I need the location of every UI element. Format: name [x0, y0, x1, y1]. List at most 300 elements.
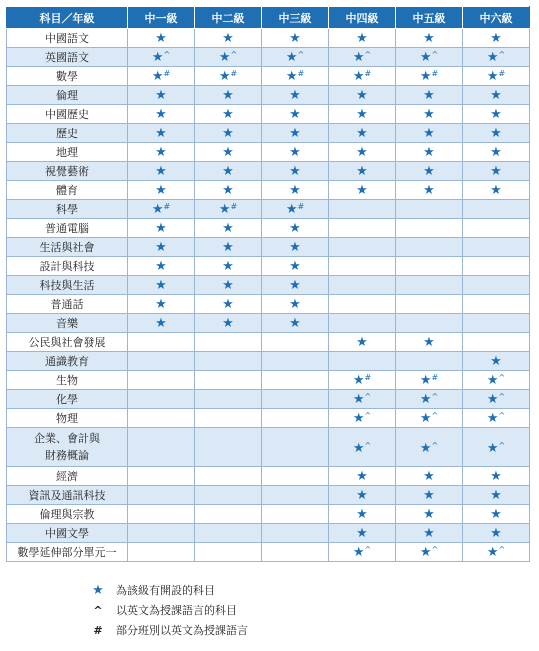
- subject-name-cell: 生活與社會: [7, 238, 128, 257]
- table-row: [7, 352, 530, 371]
- table-row: [7, 505, 530, 524]
- hash-symbol: #: [230, 201, 238, 211]
- grade-mark-cell: [463, 67, 530, 86]
- star-icon: ★#: [151, 68, 171, 84]
- star-icon: ★: [155, 30, 167, 46]
- grade-mark-cell: [128, 486, 195, 505]
- grade-mark-cell: [463, 143, 530, 162]
- caret-symbol: ^: [431, 441, 439, 450]
- grade-mark-cell: [262, 48, 329, 67]
- star-icon: ★: [423, 334, 435, 350]
- subject-name-cell: 科技與生活: [7, 276, 128, 295]
- star-icon: ★: [289, 87, 301, 103]
- grade-mark-cell: [262, 238, 329, 257]
- table-row: [7, 219, 530, 238]
- star-icon: ★: [356, 163, 368, 179]
- caret-symbol: ^: [431, 49, 439, 59]
- legend-text: 為該級有開設的科目: [116, 584, 215, 597]
- grade-mark-cell: [128, 390, 195, 409]
- grade-mark-cell: [128, 333, 195, 352]
- star-icon: ★: [423, 525, 435, 541]
- grade-mark-cell: [195, 467, 262, 486]
- table-row: [7, 333, 530, 352]
- grade-mark-cell: [262, 67, 329, 86]
- grade-mark-cell: [262, 505, 329, 524]
- grade-mark-cell: [396, 29, 463, 48]
- star-icon: ★^: [419, 49, 439, 65]
- star-icon: ★: [222, 87, 234, 103]
- star-icon: ★^: [352, 441, 372, 456]
- star-icon: ★#: [352, 372, 372, 388]
- table-row: [7, 543, 530, 562]
- grade-mark-cell: [128, 105, 195, 124]
- grade-mark-cell: [396, 86, 463, 105]
- caret-symbol: ^: [498, 49, 506, 59]
- grade-mark-cell: [195, 181, 262, 200]
- table-row: [7, 48, 530, 67]
- grade-mark-cell: [463, 352, 530, 371]
- grade-mark-cell: [195, 238, 262, 257]
- grade-mark-cell: [463, 29, 530, 48]
- grade-mark-cell: [396, 428, 463, 467]
- star-icon: ★: [222, 239, 234, 255]
- star-icon: ★: [423, 468, 435, 484]
- star-icon: ★: [490, 525, 502, 541]
- grade-mark-cell: [329, 314, 396, 333]
- grade-mark-cell: [195, 200, 262, 219]
- header-cell: 中三級: [262, 7, 329, 29]
- grade-mark-cell: [329, 524, 396, 543]
- grade-mark-cell: [128, 314, 195, 333]
- subject-name-cell: 設計與科技: [7, 257, 128, 276]
- table-row: [7, 314, 530, 333]
- grade-mark-cell: [329, 181, 396, 200]
- subject-name-cell: 英國語文: [7, 48, 128, 67]
- star-icon: ★: [356, 334, 368, 350]
- grade-mark-cell: [262, 105, 329, 124]
- star-icon: ★^: [419, 441, 439, 456]
- subject-name-cell: 體育: [7, 181, 128, 200]
- grade-mark-cell: [195, 371, 262, 390]
- grade-mark-cell: [195, 124, 262, 143]
- hash-symbol: #: [431, 68, 439, 78]
- grade-mark-cell: [329, 29, 396, 48]
- star-icon: ★^: [486, 372, 506, 388]
- table-row: [7, 124, 530, 143]
- table-row: [7, 67, 530, 86]
- star-icon: ★#: [285, 68, 305, 84]
- grade-mark-cell: [262, 543, 329, 562]
- star-icon: ★: [222, 315, 234, 331]
- grade-mark-cell: [463, 48, 530, 67]
- grade-mark-cell: [262, 409, 329, 428]
- grade-mark-cell: [262, 257, 329, 276]
- table-row: [7, 486, 530, 505]
- star-icon: ★: [289, 144, 301, 160]
- star-icon: ★: [490, 468, 502, 484]
- caret-symbol: ^: [498, 544, 506, 554]
- star-icon: ★: [289, 315, 301, 331]
- caret-symbol: ^: [498, 441, 506, 450]
- star-icon: ★: [92, 582, 104, 598]
- grade-mark-cell: [463, 371, 530, 390]
- table-row: [7, 276, 530, 295]
- star-icon: ★: [155, 315, 167, 331]
- caret-symbol: ^: [431, 544, 439, 554]
- hash-symbol: #: [163, 201, 171, 211]
- grade-mark-cell: [329, 505, 396, 524]
- subject-name-cell: 視覺藝術: [7, 162, 128, 181]
- star-icon: ★: [423, 163, 435, 179]
- header-cell: 中四級: [329, 7, 396, 29]
- star-icon: ★^: [419, 391, 439, 407]
- star-icon: ★: [155, 182, 167, 198]
- grade-mark-cell: [262, 524, 329, 543]
- star-icon: ★: [289, 182, 301, 198]
- header-cell: 中六級: [463, 7, 530, 29]
- star-icon: ★: [490, 30, 502, 46]
- grade-mark-cell: [262, 333, 329, 352]
- grade-mark-cell: [329, 333, 396, 352]
- grade-mark-cell: [396, 409, 463, 428]
- grade-mark-cell: [396, 181, 463, 200]
- grade-mark-cell: [262, 295, 329, 314]
- star-icon: ★#: [486, 68, 506, 84]
- table-row: [7, 371, 530, 390]
- star-icon: ★: [289, 239, 301, 255]
- legend-text: 以英文為授課語言的科目: [116, 604, 237, 617]
- subject-name-cell: 音樂: [7, 314, 128, 333]
- grade-mark-cell: [463, 295, 530, 314]
- star-icon: ★: [222, 163, 234, 179]
- table-row: [7, 86, 530, 105]
- grade-mark-cell: [463, 505, 530, 524]
- legend-row: [88, 580, 248, 600]
- table-row: [7, 257, 530, 276]
- grade-mark-cell: [396, 162, 463, 181]
- hash-symbol: #: [364, 68, 372, 78]
- grade-mark-cell: [128, 67, 195, 86]
- caret-symbol: ^: [364, 544, 372, 554]
- grade-mark-cell: [463, 276, 530, 295]
- caret-symbol: ^: [364, 410, 372, 420]
- caret-symbol: ^: [431, 410, 439, 420]
- grade-mark-cell: [262, 124, 329, 143]
- grade-mark-cell: [128, 428, 195, 467]
- grade-mark-cell: [195, 276, 262, 295]
- grade-mark-cell: [195, 543, 262, 562]
- table-row: [7, 524, 530, 543]
- grade-mark-cell: [128, 219, 195, 238]
- star-icon: ★: [222, 296, 234, 312]
- grade-mark-cell: [262, 467, 329, 486]
- star-icon: ★: [356, 106, 368, 122]
- star-icon: ★: [222, 144, 234, 160]
- grade-mark-cell: [396, 524, 463, 543]
- star-icon: ★#: [419, 372, 439, 388]
- star-icon: ★: [490, 182, 502, 198]
- caret-symbol: ^: [498, 391, 506, 401]
- star-icon: ★: [423, 182, 435, 198]
- header-cell: 中五級: [396, 7, 463, 29]
- grade-mark-cell: [463, 219, 530, 238]
- grade-mark-cell: [128, 543, 195, 562]
- grade-mark-cell: [195, 48, 262, 67]
- star-icon: ★: [490, 125, 502, 141]
- grade-mark-cell: [396, 295, 463, 314]
- star-icon: ★^: [486, 410, 506, 426]
- grade-mark-cell: [463, 162, 530, 181]
- grade-mark-cell: [329, 352, 396, 371]
- grade-mark-cell: [128, 200, 195, 219]
- grade-mark-cell: [463, 333, 530, 352]
- grade-mark-cell: [262, 371, 329, 390]
- star-icon: ★: [222, 258, 234, 274]
- grade-mark-cell: [329, 486, 396, 505]
- grade-mark-cell: [329, 48, 396, 67]
- grade-mark-cell: [195, 428, 262, 467]
- grade-mark-cell: [128, 352, 195, 371]
- star-icon: ★: [289, 125, 301, 141]
- legend-row: [88, 620, 248, 640]
- table-row: [7, 181, 530, 200]
- star-icon: ★: [155, 106, 167, 122]
- star-icon: ★: [155, 125, 167, 141]
- hash-symbol: #: [364, 372, 372, 382]
- grade-mark-cell: [329, 105, 396, 124]
- star-icon: ★^: [352, 49, 372, 65]
- star-icon: ★: [289, 277, 301, 293]
- subject-name-cell: 通識教育: [7, 352, 128, 371]
- legend-text: 部分班別以英文為授課語言: [116, 624, 248, 637]
- grade-mark-cell: [329, 409, 396, 428]
- caret-symbol: ^: [498, 410, 506, 420]
- subject-name-cell: 科學: [7, 200, 128, 219]
- star-icon: ★: [222, 220, 234, 236]
- grade-mark-cell: [128, 124, 195, 143]
- grade-mark-cell: [128, 238, 195, 257]
- grade-mark-cell: [463, 524, 530, 543]
- legend-row: [88, 600, 248, 620]
- grade-mark-cell: [329, 200, 396, 219]
- star-icon: ★: [356, 506, 368, 522]
- grade-mark-cell: [262, 428, 329, 467]
- grade-mark-cell: [195, 67, 262, 86]
- star-icon: ★: [490, 487, 502, 503]
- grade-mark-cell: [463, 409, 530, 428]
- grade-mark-cell: [195, 314, 262, 333]
- grade-mark-cell: [396, 124, 463, 143]
- grade-mark-cell: [195, 105, 262, 124]
- caret-symbol: ^: [297, 49, 305, 59]
- grade-mark-cell: [329, 390, 396, 409]
- star-icon: ★#: [285, 201, 305, 217]
- table-row: [7, 467, 530, 486]
- grade-mark-cell: [463, 467, 530, 486]
- star-icon: ★: [423, 87, 435, 103]
- star-icon: ★: [356, 525, 368, 541]
- star-icon: ★: [155, 144, 167, 160]
- grade-mark-cell: [128, 409, 195, 428]
- star-icon: ★: [423, 125, 435, 141]
- grade-mark-cell: [463, 257, 530, 276]
- subject-name-cell: 生物: [7, 371, 128, 390]
- grade-mark-cell: [396, 200, 463, 219]
- grade-mark-cell: [262, 352, 329, 371]
- grade-mark-cell: [195, 295, 262, 314]
- star-icon: ★: [490, 506, 502, 522]
- star-icon: ★: [155, 220, 167, 236]
- star-icon: ★: [222, 277, 234, 293]
- hash-symbol: #: [163, 68, 171, 78]
- grade-mark-cell: [195, 333, 262, 352]
- table-row: [7, 143, 530, 162]
- subject-name-cell: 倫理與宗教: [7, 505, 128, 524]
- star-icon: ★: [222, 30, 234, 46]
- grade-mark-cell: [195, 219, 262, 238]
- grade-mark-cell: [329, 295, 396, 314]
- grade-mark-cell: [128, 505, 195, 524]
- grade-mark-cell: [329, 86, 396, 105]
- grade-mark-cell: [195, 352, 262, 371]
- star-icon: ★: [423, 487, 435, 503]
- header-cell: 中二級: [195, 7, 262, 29]
- grade-mark-cell: [128, 371, 195, 390]
- grade-mark-cell: [195, 29, 262, 48]
- star-icon: ★: [356, 87, 368, 103]
- star-icon: ★^: [419, 410, 439, 426]
- star-icon: ★: [289, 296, 301, 312]
- table-row: [7, 29, 530, 48]
- subject-name-cell: 資訊及通訊科技: [7, 486, 128, 505]
- grade-mark-cell: [463, 105, 530, 124]
- grade-mark-cell: [396, 543, 463, 562]
- grade-mark-cell: [396, 276, 463, 295]
- grade-mark-cell: [396, 143, 463, 162]
- grade-mark-cell: [262, 200, 329, 219]
- star-icon: ★: [490, 106, 502, 122]
- subject-name-cell: 歷史: [7, 124, 128, 143]
- grade-mark-cell: [396, 352, 463, 371]
- grade-mark-cell: [329, 124, 396, 143]
- star-icon: ★: [423, 144, 435, 160]
- grade-mark-cell: [128, 48, 195, 67]
- grade-mark-cell: [128, 295, 195, 314]
- grade-mark-cell: [329, 143, 396, 162]
- grade-mark-cell: [262, 219, 329, 238]
- subject-table-container: [6, 6, 529, 562]
- hash-symbol: #: [230, 68, 238, 78]
- grade-mark-cell: [262, 314, 329, 333]
- grade-mark-cell: [396, 467, 463, 486]
- subject-name-cell: 化學: [7, 390, 128, 409]
- subject-name-cell: 中國文學: [7, 524, 128, 543]
- star-icon: ★: [490, 163, 502, 179]
- subject-name-cell: 公民與社會發展: [7, 333, 128, 352]
- star-icon: ★#: [419, 68, 439, 84]
- star-icon: ★: [222, 125, 234, 141]
- grade-mark-cell: [463, 86, 530, 105]
- star-icon: ★^: [352, 410, 372, 426]
- table-row: [7, 295, 530, 314]
- grade-mark-cell: [262, 29, 329, 48]
- caret-symbol: ^: [498, 372, 506, 382]
- star-icon: ★#: [352, 68, 372, 84]
- grade-mark-cell: [463, 486, 530, 505]
- star-icon: ★: [356, 468, 368, 484]
- star-icon: ★: [155, 163, 167, 179]
- caret-symbol: ^: [364, 49, 372, 59]
- header-cell: 中一級: [128, 7, 195, 29]
- star-icon: ★: [490, 87, 502, 103]
- star-icon: ★#: [218, 201, 238, 217]
- subject-name-cell: 企業、會計與 財務概論: [7, 428, 128, 467]
- hash-symbol: #: [93, 623, 103, 637]
- grade-mark-cell: [463, 428, 530, 467]
- subject-name-cell: 中國歷史: [7, 105, 128, 124]
- grade-mark-cell: [128, 181, 195, 200]
- hash-symbol: #: [498, 68, 506, 78]
- grade-mark-cell: [329, 238, 396, 257]
- star-icon: ★^: [151, 49, 171, 65]
- grade-mark-cell: [128, 86, 195, 105]
- grade-mark-cell: [396, 486, 463, 505]
- grade-mark-cell: [262, 276, 329, 295]
- grade-mark-cell: [396, 371, 463, 390]
- star-icon: ★: [155, 239, 167, 255]
- table-row: [7, 200, 530, 219]
- grade-mark-cell: [195, 257, 262, 276]
- subject-name-cell: 中國語文: [7, 29, 128, 48]
- caret-symbol: ^: [163, 49, 171, 59]
- grade-mark-cell: [128, 162, 195, 181]
- grade-mark-cell: [396, 333, 463, 352]
- star-icon: ★: [289, 30, 301, 46]
- caret-symbol: ^: [431, 391, 439, 401]
- grade-mark-cell: [262, 143, 329, 162]
- grade-mark-cell: [195, 143, 262, 162]
- star-icon: ★^: [285, 49, 305, 65]
- caret-symbol: ^: [230, 49, 238, 59]
- star-icon: ★: [289, 163, 301, 179]
- hash-symbol: #: [297, 68, 305, 78]
- grade-mark-cell: [396, 48, 463, 67]
- grade-mark-cell: [329, 162, 396, 181]
- star-icon: ★: [155, 277, 167, 293]
- grade-mark-cell: [128, 257, 195, 276]
- star-icon: ★: [356, 182, 368, 198]
- star-icon: ★: [356, 144, 368, 160]
- star-icon: ★^: [486, 391, 506, 407]
- grade-mark-cell: [396, 390, 463, 409]
- caret-symbol: ^: [364, 441, 372, 450]
- grade-mark-cell: [195, 486, 262, 505]
- star-icon: ★#: [151, 201, 171, 217]
- grade-mark-cell: [329, 67, 396, 86]
- star-icon: ★: [289, 220, 301, 236]
- table-row: [7, 238, 530, 257]
- star-icon: ★: [423, 106, 435, 122]
- subject-name-cell: 倫理: [7, 86, 128, 105]
- star-icon: ★: [222, 106, 234, 122]
- subject-name-cell: 物理: [7, 409, 128, 428]
- table-row: [7, 105, 530, 124]
- star-icon: ★^: [218, 49, 238, 65]
- subject-grade-table: [6, 6, 530, 562]
- star-icon: ★: [423, 30, 435, 46]
- star-icon: ★^: [486, 544, 506, 560]
- grade-mark-cell: [262, 181, 329, 200]
